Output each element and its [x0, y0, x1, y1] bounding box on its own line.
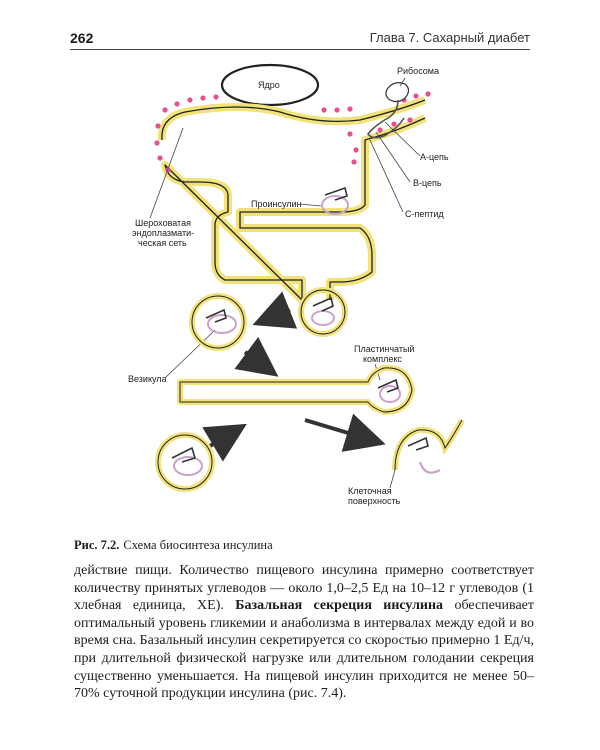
c-peptide-label: С-пептид	[405, 209, 444, 219]
a-chain-label: А-цепь	[420, 152, 449, 162]
body-bold-term: Базальная секреция инсулина	[235, 598, 444, 614]
vesicle-2	[158, 435, 212, 489]
caption-text: Схема биосинтеза инсулина	[123, 538, 273, 552]
body-paragraph	[74, 562, 534, 703]
proinsulin-label: Проинсулин	[251, 199, 302, 209]
page-header	[70, 27, 530, 50]
rough-er-label-1: Шероховатая	[135, 218, 191, 228]
golgi-complex	[180, 368, 412, 412]
insulin-biosynthesis-figure	[0, 50, 600, 535]
b-chain-label: В-цепь	[413, 178, 442, 188]
flow-arrows	[210, 310, 378, 446]
golgi-label-1: Пластинчатый	[354, 344, 415, 354]
body-text-part-2: обеспечивает оптимальный уровень гликемии и анаболизма в интервалах между едой и во время сна. Базальный инсулин секретируется со скоростью примерно 1 Ед/ч, при длительной физической нагрузке или длительном голодании секреция существенно уменьшается. На пищевой инсулин приходится не менее 50–70% суточной продукции инсулина (рис. 7.4).	[74, 598, 535, 702]
cell-surface	[395, 420, 462, 473]
ribosome-label: Рибосома	[397, 66, 439, 76]
cell-surface-label-1: Клеточная	[348, 486, 392, 496]
page-number: 262	[70, 30, 94, 46]
vesicle-label: Везикула	[128, 374, 167, 384]
rough-er-label-3: ческая сеть	[138, 238, 187, 248]
chapter-title: Глава 7. Сахарный диабет	[369, 30, 530, 45]
vesicle-1	[192, 296, 244, 348]
er-budding-vesicle	[301, 290, 345, 334]
cell-surface-label-2: поверхность	[348, 496, 401, 506]
nucleus-label: Ядро	[258, 80, 280, 90]
caption-number: Рис. 7.2.	[74, 538, 120, 552]
golgi-label-2: комплекс	[363, 354, 402, 364]
rough-er-label-2: эндоплазмати-	[132, 228, 195, 238]
body-text-part-1: действие пищи. Количество пищевого инсулина примерно соответствует количеству принятых углеводов — около 1,0–2,5 Ед на 10–12 г углеводов (1 хлебная единица, ХЕ).	[74, 563, 534, 614]
figure-caption	[74, 538, 273, 553]
